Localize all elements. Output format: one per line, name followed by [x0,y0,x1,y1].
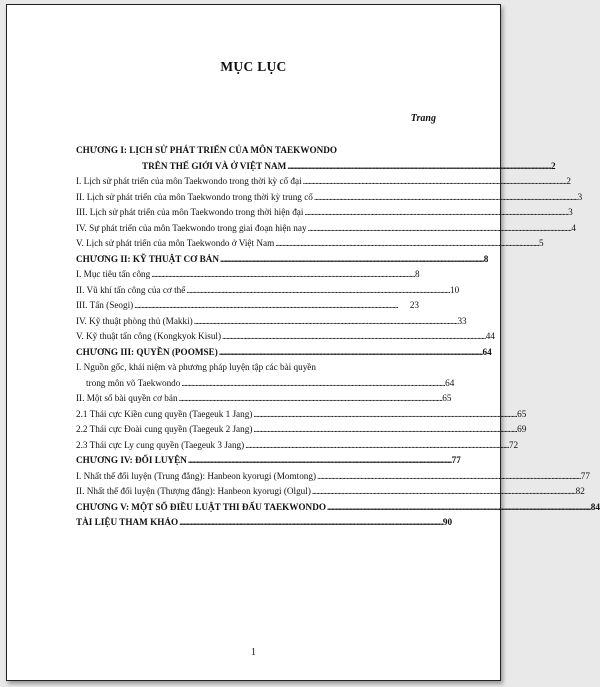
toc-entry[interactable] [76,236,544,252]
toc-entry-label: I. Nhất thế đối luyện (Trung đẳng): Hanbeon kyorugi (Momtong) [76,470,317,481]
toc-entry-page: 90 [442,517,453,527]
toc-leader-dots [219,345,482,361]
toc-entry[interactable] [76,252,489,268]
toc-entry[interactable] [76,438,519,454]
toc-entry-page: 8 [483,253,489,264]
toc-entry-label: III. Tấn (Seogi) [76,300,134,310]
toc-entry[interactable] [76,283,460,299]
toc-entry-page: 72 [508,439,519,450]
toc-entry-page: 3 [568,207,573,217]
toc-entry-page: 8 [414,269,420,279]
toc-leader-dots [314,190,577,206]
toc-entry-label: CHƯƠNG III: QUYỀN (POOMSE) [76,346,218,357]
toc-entry-page: 33 [457,315,467,326]
toc-entry[interactable] [76,422,527,438]
toc-leader-dots [317,469,580,485]
toc-entry-page: 23 [409,300,419,310]
toc-entry-page: 69 [517,424,527,434]
document-page [6,4,600,681]
toc-leader-dots [327,500,590,516]
toc-entry-page: 64 [482,346,492,357]
toc-entry[interactable] [76,174,571,190]
toc-entry[interactable] [76,267,419,283]
toc-leader-dots [303,174,566,190]
toc-entry-page: 77 [580,470,590,481]
toc-entry-label: V. Kỹ thuật tấn công (Kongkyok Kisul) [76,331,222,341]
toc-entry-label: IV. Kỹ thuật phòng thủ (Makki) [76,315,193,326]
toc-leader-dots [308,221,571,237]
toc-entry-page: 82 [575,486,585,496]
toc-entry-label: 2.2 Thái cực Đoài cung quyền (Taegeuk 2 Jang) [76,424,253,434]
toc-entry-page: 3 [577,191,583,202]
toc-entry[interactable] [76,221,576,237]
toc-leader-dots [245,438,508,454]
toc-entry-page: 64 [445,377,455,388]
toc-leader-dots [134,298,409,314]
toc-entry-page: 84 [590,501,600,512]
toc-entry[interactable] [76,515,453,531]
toc-entry[interactable] [76,159,556,175]
toc-entry[interactable] [76,345,492,361]
toc-entry-label: I. Lịch sử phát triển của môn Taekwondo trong thời kỳ cổ đại [76,176,302,186]
toc-entry-page: 2 [566,176,571,186]
toc-entry[interactable] [76,329,495,345]
toc-leader-dots [312,484,575,500]
page-column-label: Trang [410,113,436,124]
toc-leader-dots [179,515,442,531]
toc-entry-label: 2.1 Thái cực Kiền cung quyền (Taegeuk 1 Jang) [76,408,253,419]
toc-entry-page: 5 [538,238,544,248]
toc-entry-label: V. Lịch sử phát triển của môn Taekwondo ở Việt Nam [76,238,275,248]
toc-entry-page: 65 [517,408,527,419]
toc-leader-dots [275,236,538,252]
toc-entry[interactable] [76,143,419,159]
toc-entry[interactable] [76,469,590,485]
toc-entry-page: 4 [571,222,576,233]
toc-leader-dots [304,205,567,221]
toc-entry-label: CHƯƠNG II: KỸ THUẬT CƠ BẢN [76,253,220,264]
toc-leader-dots [220,252,483,268]
page-number: 1 [251,647,256,658]
toc-entry[interactable] [76,391,452,407]
toc-entry[interactable] [76,205,573,221]
toc-leader-dots [186,283,449,299]
toc-entry[interactable] [76,484,585,500]
toc-entry-page: 77 [451,455,461,465]
toc-leader-dots [181,376,444,392]
toc-entry[interactable] [76,314,467,330]
toc-entry-page: 44 [485,331,495,341]
toc-entry-label: II. Nhất thế đối luyện (Thượng đẳng): Hanbeon kyorugi (Olgul) [76,486,311,496]
toc-entry-label: trong môn võ Taekwondo [86,377,181,388]
toc-leader-dots [222,329,485,345]
toc-entry-label: CHƯƠNG IV: ĐỐI LUYỆN [76,455,187,465]
toc-leader-dots [287,159,550,175]
toc-entry[interactable] [76,376,455,392]
toc-leader-dots [253,422,516,438]
toc-entry-label: CHƯƠNG I: LỊCH SỬ PHÁT TRIỂN CỦA MÔN TAEKWONDO [76,145,338,155]
toc-entry[interactable] [76,298,419,314]
toc-entry[interactable] [76,190,583,206]
toc-entry-label: III. Lịch sử phát triển của môn Taekwondo trong thời hiện đại [76,207,304,217]
toc-entry-label: 2.3 Thái cực Ly cung quyền (Taegeuk 3 Jang) [76,439,245,450]
toc-entry[interactable] [76,453,461,469]
toc-entry-label: IV. Sự phát triển của môn Taekwondo trong giai đoạn hiện nay [76,222,307,233]
toc-entry[interactable] [76,407,527,423]
toc-leader-dots [188,453,451,469]
toc-entry-page: 10 [450,284,460,295]
toc-leader-dots [253,407,516,423]
toc-leader-dots [179,391,442,407]
toc-entry-label: II. Vũ khí tấn công của cơ thể [76,284,186,295]
toc-entry[interactable] [76,360,419,376]
toc-entry[interactable] [76,500,600,516]
toc-entry-label: TÀI LIỆU THAM KHẢO [76,517,179,527]
toc-leader-dots [151,267,414,283]
toc-entry-label: TRÊN THẾ GIỚI VÀ Ở VIỆT NAM [142,160,287,171]
toc-entry-label: II. Một số bài quyền cơ bản [76,393,178,403]
toc-entry-page: 65 [442,393,452,403]
table-of-contents [76,143,600,531]
toc-entry-page: 2 [551,160,556,171]
toc-entry-label: CHƯƠNG V: MỘT SỐ ĐIỀU LUẬT THI ĐẤU TAEKWONDO [76,501,326,512]
toc-entry-label: I. Mục tiêu tấn công [76,269,151,279]
toc-entry-label: I. Nguồn gốc, khái niệm và phương pháp luyện tập các bài quyền [76,362,316,372]
toc-leader-dots [194,314,457,330]
toc-entry-label: II. Lịch sử phát triển của môn Taekwondo trong thời kỳ trung cổ [76,191,313,202]
page-title: MỤC LỤC [220,59,287,74]
